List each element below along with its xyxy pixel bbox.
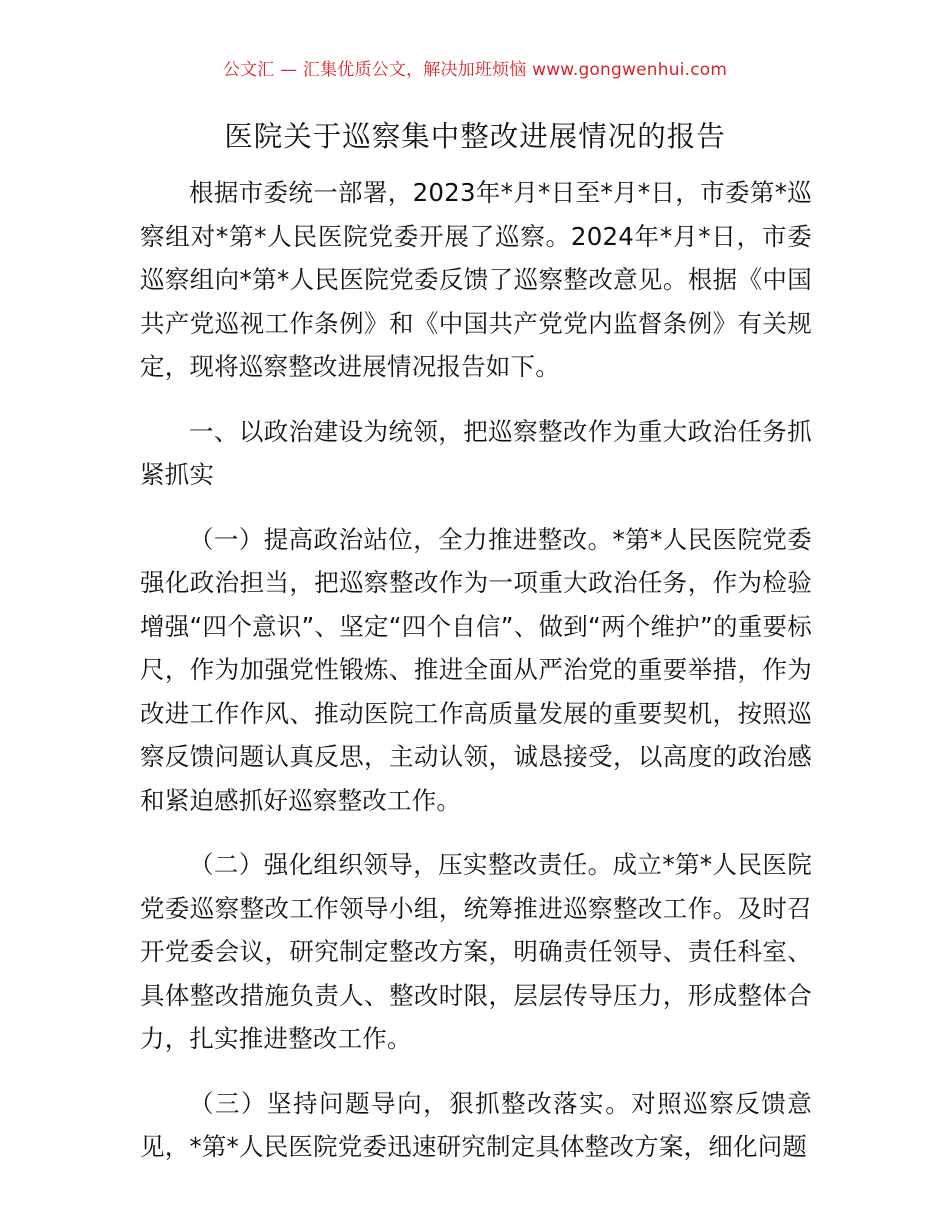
subsection-paragraph-1: （一）提高政治站位，全力推进整改。*第*人民医院党委强化政治担当，把巡察整改作为一项重大政治任务，作为检验增强“四个意识”、坚定“四个自信”、做到“两个维护”的重要标尺，作为加强党性锻炼、推进全面从严治党的重要举措，作为改进工作作风、推动医院工作高质量发展的重要契机，按照巡察反馈问题认真反思，主动认领，诚恳接受，以高度的政治感和紧迫感抓好巡察整改工作。	[140, 524, 812, 815]
document-body	[140, 171, 812, 1190]
subsection-paragraph-3: （三）坚持问题导向，狠抓整改落实。对照巡察反馈意见，*第*人民医院党委迅速研究制定具体整改方案，细化问题	[140, 1088, 812, 1161]
section-heading-1: 一、以政治建设为统领，把巡察整改作为重大政治任务抓紧抓实	[140, 416, 812, 489]
header-watermark: 公文汇 — 汇集优质公文，解决加班烦恼 www.gongwenhui.com	[222, 60, 728, 80]
intro-paragraph: 根据市委统一部署，2023年*月*日至*月*日，市委第*巡察组对*第*人民医院党委开展了巡察。2024年*月*日，市委巡察组向*第*人民医院党委反馈了巡察整改意见。根据《中国共产党巡视工作条例》和《中国共产党党内监督条例》有关规定，现将巡察整改进展情况报告如下。	[140, 178, 812, 381]
document-title: 医院关于巡察集中整改进展情况的报告	[224, 120, 726, 153]
subsection-paragraph-2: （二）强化组织领导，压实整改责任。成立*第*人民医院党委巡察整改工作领导小组，统筹推进巡察整改工作。及时召开党委会议，研究制定整改方案，明确责任领导、责任科室、具体整改措施负责人、整改时限，层层传导压力，形成整体合力，扎实推进整改工作。	[140, 850, 812, 1053]
